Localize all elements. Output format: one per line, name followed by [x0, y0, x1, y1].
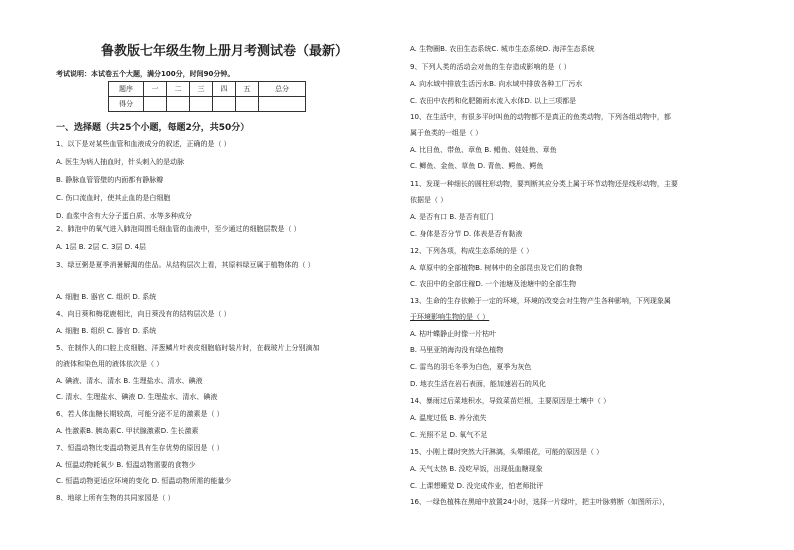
question-line: 4、向日葵和梅花鹿相比，向日葵没有的结构层次是（ ） [56, 310, 231, 318]
question-line: 11、发现一种细长的圆柱形动物，要判断其应分类上属于环节动物还是线形动物，主要 [410, 180, 678, 188]
question-line: 14、暴雨过后菜地积水，导致菜苗烂根，主要原因是土壤中（ ） [410, 397, 611, 405]
page-title: 鲁教版七年级生物上册月考测试卷（最新） [100, 44, 348, 59]
question-line: 10、在生活中，有很多平时叫鱼的动物都不是真正的鱼类动物，下列各组动物中，都 [410, 113, 671, 121]
question-line: 属于鱼类的一组是（ ） [410, 129, 483, 137]
section-heading: 一、选择题（共25个小题，每题2分，共50分） [56, 123, 250, 133]
question-line: 的液体和染色用的液体依次是（ ） [56, 360, 164, 368]
question-line: C. 身体是否分节 D. 体表是否有黏液 [410, 230, 523, 238]
question-line: C. 恒温动物更适应环境的变化 D. 恒温动物所需的能量少 [56, 477, 232, 485]
question-line: A. 枯叶蝶静止时像一片枯叶 [410, 330, 497, 338]
score-cell: 四 [213, 82, 236, 97]
question-line: A. 性激素B. 胰岛素C. 甲状腺激素D. 生长激素 [56, 427, 199, 435]
question-line: A. 是否有口 B. 是否有肛门 [410, 213, 494, 221]
question-line: 于环境影响生物的是（ ） [410, 313, 490, 321]
question-line: D. 血浆中含有大分子蛋白质、水等多种成分 [56, 212, 192, 220]
question-line: A. 温度过低 B. 养分流失 [410, 414, 487, 422]
question-line: 1、以下是对某些血管和血液成分的叙述，正确的是（ ） [56, 140, 231, 148]
score-cell [213, 97, 236, 112]
score-cell: 得分 [109, 97, 144, 112]
score-table [108, 81, 306, 112]
score-cell: 一 [144, 82, 167, 97]
score-cell: 总分 [259, 82, 306, 97]
question-line: 7、恒温动物比变温动物更具有生存优势的原因是（ ） [56, 444, 224, 452]
score-table-score-row [109, 97, 306, 112]
question-line: 12、下列各项，构成生态系统的是（ ） [410, 247, 534, 255]
question-line: A. 细胞 B. 器官 C. 组织 D. 系统 [56, 293, 157, 301]
question-line: 2、肺泡中的氧气进入肺泡周围毛细血管的血液中，至少通过的细胞层数是（ ） [56, 225, 301, 233]
score-cell: 三 [190, 82, 213, 97]
question-line: 16、一绿色植株在黑暗中放置24小时，选择一片绿叶，把主叶脉剪断（如图所示）， [410, 498, 670, 506]
question-line: C. 上课想睡觉 D. 没完成作业，怕老师批评 [410, 482, 544, 490]
question-line: C. 伤口流血时，使其止血的是白细胞 [56, 194, 171, 202]
question-line: B. 静脉血管管壁的内面都有静脉瓣 [56, 176, 164, 184]
score-cell: 二 [167, 82, 190, 97]
question-line: 15、小刚上课时突然大汗淋漓，头晕眼花，可能的原因是（ ） [410, 448, 604, 456]
question-line: A. 恒温动物耗氧少 B. 恒温动物需要的食物少 [56, 461, 196, 469]
question-line: 依据是（ ） [410, 196, 448, 204]
score-cell [144, 97, 167, 112]
question-line: A. 碘液、清水、清水 B. 生理盐水、清水、碘液 [56, 377, 203, 385]
question-line: A. 细胞 B. 组织 C. 器官 D. 系统 [56, 327, 157, 335]
score-table-header-row [109, 82, 306, 97]
question-line: B. 马里亚纳海沟没有绿色植物 [410, 346, 504, 354]
question-line: 9、下列人类的活动会对鱼的生存造成影响的是（ ） [410, 63, 571, 71]
question-line: C. 雷鸟的羽毛冬季为白色，夏季为灰色 [410, 363, 532, 371]
question-line: A. 医生为病人抽血时，针头刺入的是动脉 [56, 158, 185, 166]
score-cell [167, 97, 190, 112]
question-line: D. 地衣生活在岩石表面，能加速岩石的风化 [410, 380, 546, 388]
question-line: 5、在制作人的口腔上皮细胞、洋葱鳞片叶表皮细胞临时装片时，在载玻片上分别滴加 [56, 344, 320, 352]
question-line: A. 1层 B. 2层 C. 3层 D. 4层 [56, 243, 147, 251]
question-line: 6、若人体血糖长期较高，可能分泌不足的激素是（ ） [56, 410, 224, 418]
question-line: 8、地球上所有生物的共同家园是（ ） [56, 494, 175, 502]
score-cell: 五 [236, 82, 259, 97]
question-line: A. 天气太热 B. 没吃早饭，出现低血糖现象 [410, 465, 543, 473]
score-cell [190, 97, 213, 112]
score-cell [259, 97, 306, 112]
score-cell: 题序 [109, 82, 144, 97]
question-line: A. 比目鱼、带鱼、章鱼 B. 鲳鱼、娃娃鱼、章鱼 [410, 146, 557, 154]
score-cell [236, 97, 259, 112]
exam-instructions: 考试说明：本试卷五个大题，满分100分，时间90分钟。 [56, 70, 235, 78]
question-line: 3、绿豆粥是夏季消暑解渴的佳品。从结构层次上看，其原料绿豆属于植物体的（ ） [56, 261, 315, 269]
question-line: C. 鲫鱼、金鱼、草鱼 D. 青鱼、鳄鱼、鳄鱼 [410, 162, 544, 170]
question-line: C. 光照不足 D. 氧气不足 [410, 431, 488, 439]
question-line: C. 农田中的全部庄稼D. 一个池塘及池塘中的全部生物 [410, 280, 577, 288]
question-line: 13、生命的生存依赖于一定的环境，环境的改变会对生物产生各种影响，下列现象属 [410, 297, 671, 305]
question-line: A. 向水域中排放生活污水B. 向水域中排放各种工厂污水 [410, 80, 583, 88]
question-line: C. 清水、生理盐水、碘液 D. 生理盐水、清水、碘液 [56, 393, 218, 401]
question-line: A. 生物圈B. 农田生态系统C. 城市生态系统D. 海洋生态系统 [410, 45, 595, 53]
question-line: A. 草原中的全部植物B. 树林中的全部昆虫及它们的食物 [410, 264, 583, 272]
question-line: C. 农田中农药和化肥随雨水流入水体D. 以上三项都是 [410, 97, 577, 105]
